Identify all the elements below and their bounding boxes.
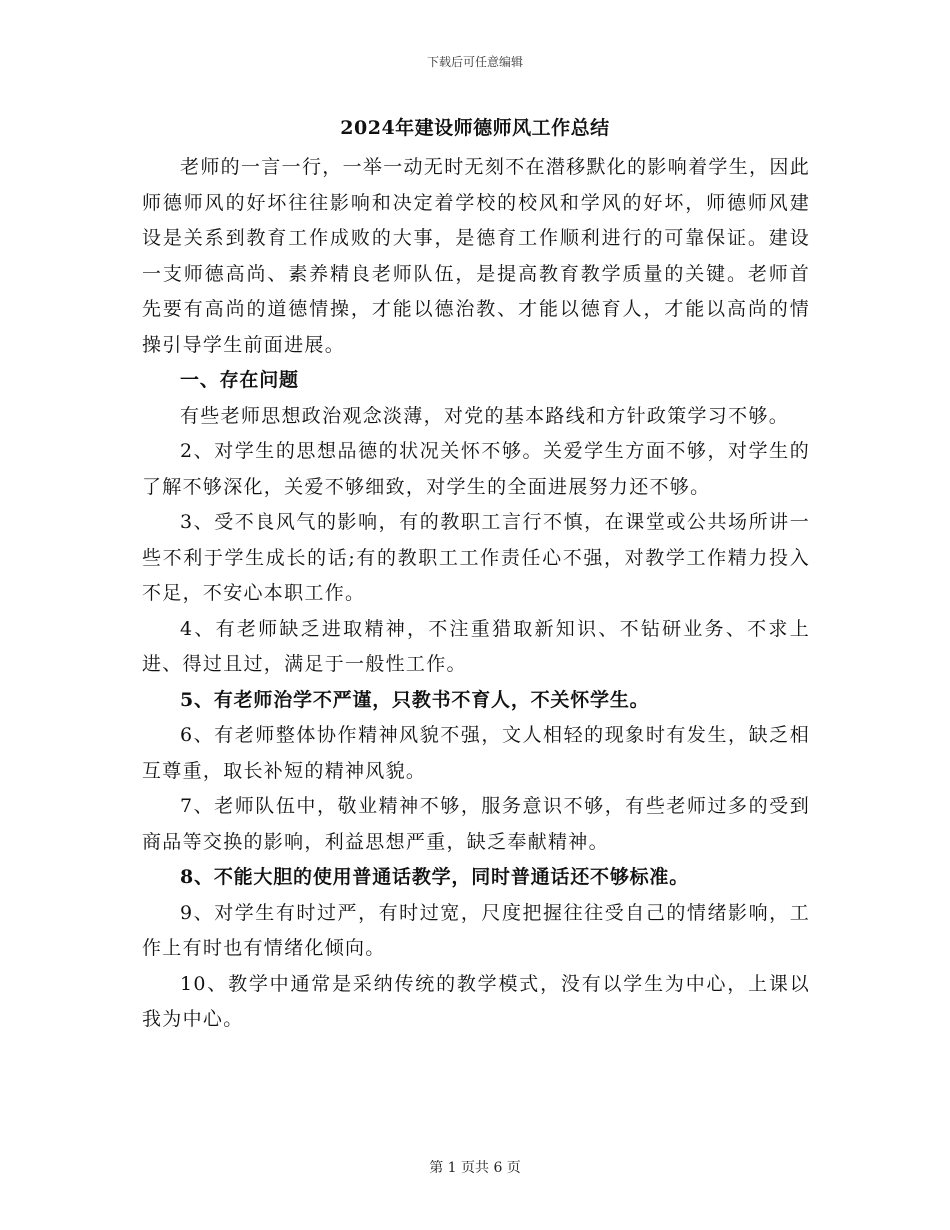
issue-item-2: 2、对学生的思想品德的状况关怀不够。关爱学生方面不够，对学生的了解不够深化，关爱不够细致，对学生的全面进展努力还不够。 [142,440,810,498]
issue-item-6: 6、有老师整体协作精神风貌不强，文人相轻的现象时有发生，缺乏相互尊重，取长补短的精神风貌。 [142,724,810,782]
issue-item-3: 3、受不良风气的影响，有的教职工言行不慎，在课堂或公共场所讲一些不利于学生成长的话;有的教职工工作责任心不强，对教学工作精力投入不足，不安心本职工作。 [142,511,810,604]
header-note: 下载后可任意编辑 [426,55,523,69]
issue-item-8: 8、不能大胆的使用普通话教学，同时普通话还不够标准。 [180,866,690,888]
issue-item-1: 有些老师思想政治观念淡薄，对党的基本路线和方针政策学习不够。 [180,404,790,427]
intro-paragraph: 老师的一言一行，一举一动无时无刻不在潜移默化的影响着学生，因此师德师风的好坏往往影响和决定着学校的校风和学风的好坏，师德师风建设是关系到教育工作成败的大事，是德育工作顺利进行的可靠保证。建设一支师德高尚、素养精良老师队伍，是提高教育教学质量的关键。老师首先要有高尚的道德情操，才能以德治教、才能以德育人，才能以高尚的情操引导学生前面进展。 [142,156,810,356]
issue-item-9: 9、对学生有时过严，有时过宽，尺度把握往往受自己的情绪影响，工作上有时也有情绪化倾向。 [142,901,810,959]
issue-item-10: 10、教学中通常是采纳传统的教学模式，没有以学生为中心，上课以我为中心。 [142,972,810,1030]
issue-item-5: 5、有老师治学不严谨，只教书不育人，不关怀学生。 [180,688,650,711]
document-title: 2024年建设师德师风工作总结 [340,117,610,139]
section-heading-issues: 一、存在问题 [180,369,299,391]
page-number: 第 1 页共 6 页 [429,1160,521,1176]
issue-item-4: 4、有老师缺乏进取精神，不注重猎取新知识、不钻研业务、不求上进、得过且过，满足于一般性工作。 [142,617,810,675]
issue-item-7: 7、老师队伍中，敬业精神不够，服务意识不够，有些老师过多的受到商品等交换的影响，利益思想严重，缺乏奉献精神。 [142,795,810,853]
document-body [142,150,810,1038]
